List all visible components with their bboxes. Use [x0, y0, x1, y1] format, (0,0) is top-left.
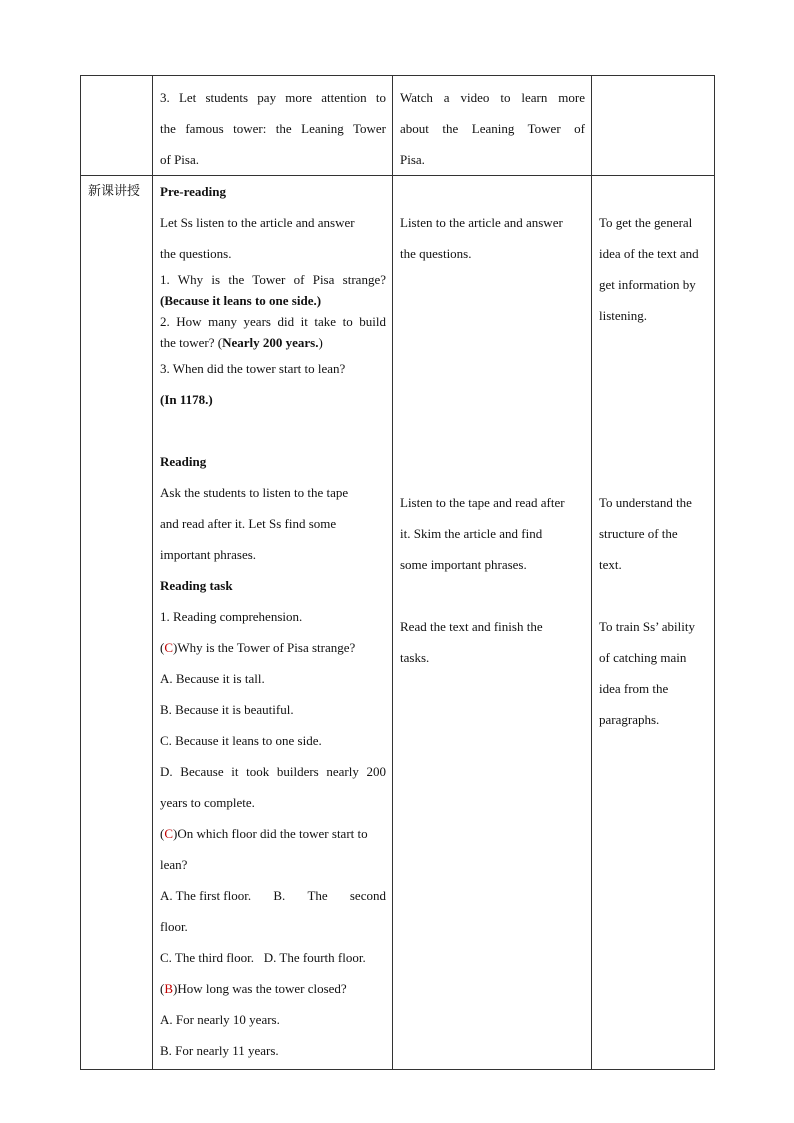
question-line: 3. When did the tower start to lean?: [160, 361, 346, 376]
text-line: Let Ss listen to the article and answer: [160, 215, 355, 230]
stage-cell: [81, 76, 153, 176]
section-heading: Reading task: [160, 578, 233, 593]
text-line: Pisa.: [400, 152, 425, 167]
student-activity-cell: [393, 76, 592, 176]
answer-letter: B: [164, 981, 174, 996]
answer-line: (Because it leans to one side.): [160, 293, 322, 308]
question-line: the tower? (Nearly 200 years.): [160, 335, 323, 350]
mcq-option: A. The first floor. B. The second: [160, 888, 386, 903]
stage-cell: [81, 176, 153, 1070]
mcq-option: A. For nearly 10 years.: [160, 1012, 280, 1027]
teacher-activity-cell: [153, 176, 393, 1070]
section-heading: Pre-reading: [160, 184, 226, 199]
purpose-cell: [592, 76, 715, 176]
text-line: the questions.: [160, 246, 232, 261]
text-line: To get the general: [599, 215, 693, 230]
mcq-question: lean?: [160, 857, 188, 872]
text-line: some important phrases.: [400, 557, 527, 572]
mcq-question: (C)On which floor did the tower start to: [160, 826, 368, 841]
answer-line: (In 1178.): [160, 392, 213, 407]
mcq-option: B. Because it is beautiful.: [160, 702, 294, 717]
teacher-activity-cell: [153, 76, 393, 176]
answer-letter: C: [164, 826, 174, 841]
text-line: important phrases.: [160, 547, 257, 562]
text-line: Listen to the tape and read after: [400, 495, 565, 510]
text-line: of Pisa.: [160, 152, 199, 167]
table-row: [81, 76, 715, 176]
text-line: idea from the: [599, 681, 669, 696]
text-line: and read after it. Let Ss find some: [160, 516, 337, 531]
mcq-option: floor.: [160, 919, 188, 934]
mcq-option: C. The third floor. D. The fourth floor.: [160, 950, 366, 965]
text-line: Watch a video to learn more: [400, 90, 585, 105]
mcq-option: B. For nearly 11 years.: [160, 1043, 279, 1058]
text-line: text.: [599, 557, 622, 572]
student-activity-cell: [393, 176, 592, 1070]
text-line: Listen to the article and answer: [400, 215, 563, 230]
mcq-question: (C)Why is the Tower of Pisa strange?: [160, 640, 356, 655]
section-heading: Reading: [160, 454, 207, 469]
text-line: Read the text and finish the: [400, 619, 543, 634]
text-line: paragraphs.: [599, 712, 660, 727]
answer-letter: C: [164, 640, 174, 655]
text-line: the questions.: [400, 246, 472, 261]
text-line: Ask the students to listen to the tape: [160, 485, 349, 500]
table-row: [81, 176, 715, 1070]
text-line: it. Skim the article and find: [400, 526, 543, 541]
text-line: the famous tower: the Leaning Tower: [160, 121, 386, 136]
mcq-question: (B)How long was the tower closed?: [160, 981, 347, 996]
text-line: structure of the: [599, 526, 678, 541]
text-line: 1. Reading comprehension.: [160, 609, 303, 624]
mcq-option: years to complete.: [160, 795, 255, 810]
question-line: 2. How many years did it take to build: [160, 314, 386, 329]
text-line: 3. Let students pay more attention to: [160, 90, 386, 105]
text-line: of catching main: [599, 650, 687, 665]
question-line: 1. Why is the Tower of Pisa strange?: [160, 272, 386, 287]
purpose-cell: [592, 176, 715, 1070]
lesson-plan-table: [80, 75, 715, 1070]
text-line: To understand the: [599, 495, 692, 510]
text-line: idea of the text and: [599, 246, 699, 261]
mcq-option: A. Because it is tall.: [160, 671, 265, 686]
text-line: listening.: [599, 308, 648, 323]
text-line: get information by: [599, 277, 696, 292]
text-line: tasks.: [400, 650, 430, 665]
answer-text: Nearly 200 years.: [222, 335, 319, 350]
mcq-option: C. Because it leans to one side.: [160, 733, 322, 748]
text-line: To train Ss’ ability: [599, 619, 695, 634]
stage-label: 新课讲授: [88, 184, 141, 199]
mcq-option: D. Because it took builders nearly 200: [160, 764, 386, 779]
text-line: about the Leaning Tower of: [400, 121, 585, 136]
